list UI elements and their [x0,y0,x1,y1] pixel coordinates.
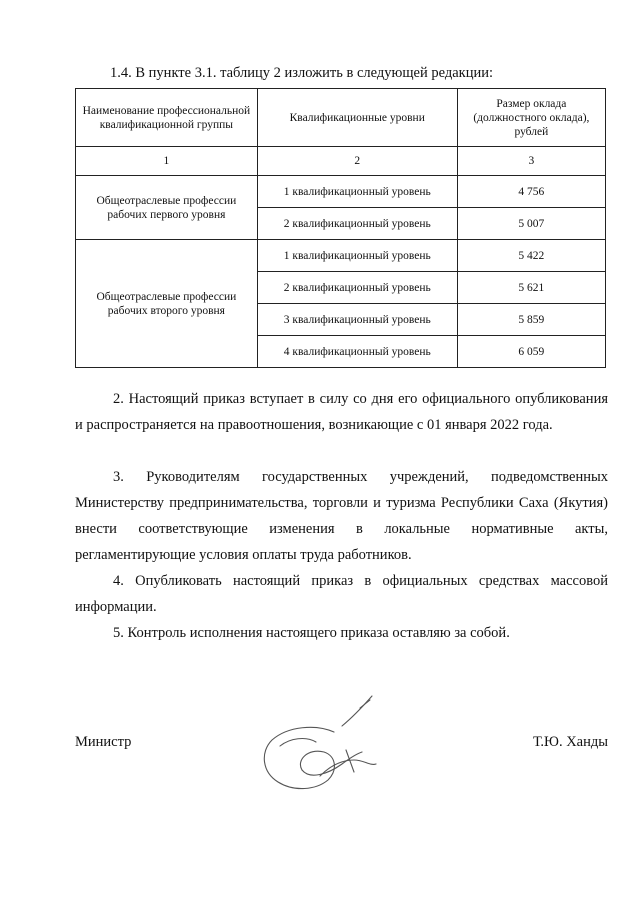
column-number: 2 [257,147,457,176]
salary-cell: 4 756 [457,176,605,208]
table-row [76,176,606,208]
header-salary: Размер оклада (должностного оклада), рублей [457,89,605,147]
signatory-title: Министр [75,734,132,750]
level-cell: 2 квалификационный уровень [257,208,457,240]
paragraph-publication: 4. Опубликовать настоящий приказ в официальных средствах массовой информации. [75,573,608,615]
paragraph-institutions: 3. Руководителям государственных учреждений, подведомственных Министерству предпринимательства, торговли и туризма Республики Саха (Якутия) внести соответствующие изменения в локальные нормативные акты, регламентирующие условия оплаты труда работников. [75,469,608,563]
table-numbering-row [76,147,606,176]
group-name-cell: Общеотраслевые профессии рабочих второго уровня [76,240,258,368]
salary-cell: 5 007 [457,208,605,240]
table-intro: 1.4. В пункте 3.1. таблицу 2 изложить в следующей редакции: [110,65,493,81]
level-cell: 1 квалификационный уровень [257,176,457,208]
signatory-name: Т.Ю. Ханды [533,734,608,750]
salary-cell: 5 859 [457,304,605,336]
salary-cell: 6 059 [457,336,605,368]
paragraph-effective-date: 2. Настоящий приказ вступает в силу со дня его официального опубликования и распространяется на правоотношения, возникающие с 01 января 2022 года. [75,391,608,433]
salary-table [75,88,606,368]
salary-cell: 5 621 [457,272,605,304]
group-name-cell: Общеотраслевые профессии рабочих первого уровня [76,176,258,240]
table-header-row [76,89,606,147]
handwritten-signature [250,690,390,810]
level-cell: 1 квалификационный уровень [257,240,457,272]
header-levels: Квалификационные уровни [257,89,457,147]
level-cell: 4 квалификационный уровень [257,336,457,368]
table-row [76,240,606,272]
salary-cell: 5 422 [457,240,605,272]
level-cell: 2 квалификационный уровень [257,272,457,304]
header-group-name: Наименование профессиональной квалификационной группы [76,89,258,147]
column-number: 1 [76,147,258,176]
level-cell: 3 квалификационный уровень [257,304,457,336]
column-number: 3 [457,147,605,176]
paragraph-control: 5. Контроль исполнения настоящего приказа оставляю за собой. [113,625,510,641]
